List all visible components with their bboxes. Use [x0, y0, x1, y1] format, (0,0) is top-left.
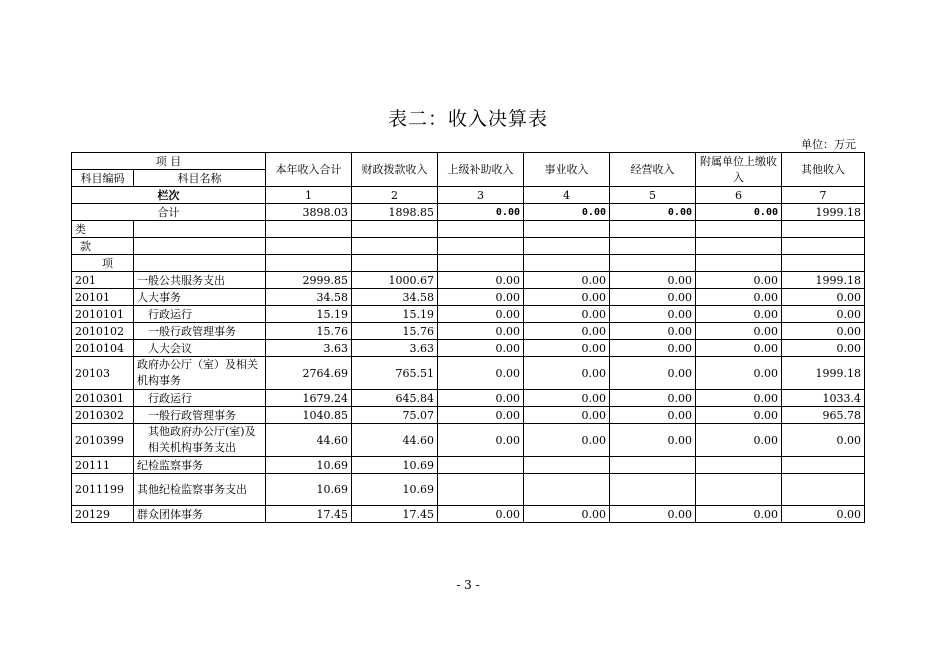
row-value: [782, 457, 865, 474]
row-name: 纪检监察事务: [134, 457, 266, 474]
header-col-1: 本年收入合计: [266, 153, 352, 187]
row-value: 1000.67: [352, 272, 438, 289]
row-value: 3.63: [266, 340, 352, 357]
row-code: 20111: [72, 457, 134, 474]
row-value: [524, 457, 610, 474]
lanci-num: 2: [352, 187, 438, 204]
row-value: 10.69: [266, 457, 352, 474]
row-value: 15.76: [266, 323, 352, 340]
row-value: 0.00: [610, 306, 696, 323]
row-value: 0.00: [438, 357, 524, 390]
row-name: 政府办公厅（室）及相关机构事务: [134, 357, 266, 390]
header-col-6: 附属单位上缴收入: [696, 153, 782, 187]
row-value: 0.00: [524, 424, 610, 457]
page-title: 表二：收入决算表: [387, 108, 548, 130]
table-row: [72, 306, 865, 323]
row-value: 3.63: [352, 340, 438, 357]
row-code: 2010101: [72, 306, 134, 323]
header-col-7: 其他收入: [782, 153, 865, 187]
level-label: 款: [72, 238, 134, 255]
table-row: [72, 474, 865, 506]
row-value: 1679.24: [266, 390, 352, 407]
row-value: 15.76: [352, 323, 438, 340]
row-value: 0.00: [610, 289, 696, 306]
row-value: 0.00: [438, 272, 524, 289]
lanci-num: 1: [266, 187, 352, 204]
total-value: 0.00: [438, 204, 524, 221]
total-value: 0.00: [610, 204, 696, 221]
row-value: 0.00: [696, 506, 782, 523]
lanci-label: 栏次: [72, 187, 266, 204]
row-value: 0.00: [524, 272, 610, 289]
row-value: 0.00: [782, 424, 865, 457]
row-value: 0.00: [524, 340, 610, 357]
row-name: 一般行政管理事务: [134, 407, 266, 424]
row-value: 0.00: [438, 390, 524, 407]
row-value: 0.00: [610, 357, 696, 390]
row-code: 201: [72, 272, 134, 289]
table-row: [72, 357, 865, 390]
lanci-num: 5: [610, 187, 696, 204]
row-value: 0.00: [524, 306, 610, 323]
row-name: 其他政府办公厅(室)及相关机构事务支出: [134, 424, 266, 457]
total-value: 1999.18: [782, 204, 865, 221]
lanci-num: 7: [782, 187, 865, 204]
header-col-2: 财政拨款收入: [352, 153, 438, 187]
lanci-num: 3: [438, 187, 524, 204]
row-value: 0.00: [438, 323, 524, 340]
row-value: 765.51: [352, 357, 438, 390]
row-value: 0.00: [438, 306, 524, 323]
row-value: 0.00: [438, 340, 524, 357]
table-row: [72, 289, 865, 306]
row-value: 0.00: [438, 289, 524, 306]
header-item: 项 目: [72, 153, 266, 170]
lanci-num: 6: [696, 187, 782, 204]
row-name: 其他纪检监察事务支出: [134, 474, 266, 506]
row-value: 0.00: [696, 390, 782, 407]
row-value: 0.00: [438, 407, 524, 424]
row-value: 0.00: [696, 340, 782, 357]
table-row: [72, 272, 865, 289]
row-value: 965.78: [782, 407, 865, 424]
row-value: 0.00: [696, 407, 782, 424]
header-code: 科目编码: [72, 170, 134, 187]
table-row: [72, 506, 865, 523]
lanci-num: 4: [524, 187, 610, 204]
header-col-3: 上级补助收入: [438, 153, 524, 187]
level-label: 项: [72, 255, 134, 272]
row-value: [782, 474, 865, 506]
row-name: 一般公共服务支出: [134, 272, 266, 289]
row-value: 0.00: [524, 289, 610, 306]
row-code: 20103: [72, 357, 134, 390]
row-value: 10.69: [352, 457, 438, 474]
row-value: 0.00: [782, 506, 865, 523]
row-value: 15.19: [266, 306, 352, 323]
row-value: 10.69: [266, 474, 352, 506]
total-value: 0.00: [696, 204, 782, 221]
total-label: 合计: [72, 204, 266, 221]
row-value: 15.19: [352, 306, 438, 323]
row-value: 2764.69: [266, 357, 352, 390]
header-name: 科目名称: [134, 170, 266, 187]
row-value: 0.00: [696, 357, 782, 390]
row-value: 0.00: [696, 323, 782, 340]
row-value: 34.58: [266, 289, 352, 306]
row-value: 1040.85: [266, 407, 352, 424]
row-value: 0.00: [610, 506, 696, 523]
row-value: 2999.85: [266, 272, 352, 289]
row-code: 2010104: [72, 340, 134, 357]
table-row: [72, 340, 865, 357]
header-col-4: 事业收入: [524, 153, 610, 187]
row-value: 0.00: [438, 506, 524, 523]
row-code: 2010399: [72, 424, 134, 457]
table-row: [72, 407, 865, 424]
row-value: 0.00: [696, 289, 782, 306]
row-code: 2011199: [72, 474, 134, 506]
row-name: 群众团体事务: [134, 506, 266, 523]
row-value: 0.00: [524, 407, 610, 424]
row-value: [696, 457, 782, 474]
row-name: 行政运行: [134, 390, 266, 407]
row-value: 34.58: [352, 289, 438, 306]
row-value: 10.69: [352, 474, 438, 506]
row-value: 645.84: [352, 390, 438, 407]
row-value: 0.00: [524, 390, 610, 407]
row-value: 44.60: [266, 424, 352, 457]
row-name: 一般行政管理事务: [134, 323, 266, 340]
row-value: 0.00: [524, 357, 610, 390]
row-value: 1033.4: [782, 390, 865, 407]
row-name: 人大事务: [134, 289, 266, 306]
table-row: [72, 323, 865, 340]
level-label: 类: [72, 221, 134, 238]
header-col-5: 经营收入: [610, 153, 696, 187]
row-value: [610, 474, 696, 506]
table-row: [72, 424, 865, 457]
row-value: 0.00: [782, 340, 865, 357]
total-value: 3898.03: [266, 204, 352, 221]
row-value: 0.00: [524, 323, 610, 340]
row-value: [438, 474, 524, 506]
row-value: [524, 474, 610, 506]
row-value: 1999.18: [782, 272, 865, 289]
row-value: 0.00: [610, 323, 696, 340]
row-value: 0.00: [438, 424, 524, 457]
row-value: 0.00: [524, 506, 610, 523]
row-value: [696, 474, 782, 506]
row-value: 75.07: [352, 407, 438, 424]
row-code: 20129: [72, 506, 134, 523]
row-value: 0.00: [610, 407, 696, 424]
row-value: 44.60: [352, 424, 438, 457]
unit-label: 单位：万元: [801, 138, 856, 151]
row-code: 2010301: [72, 390, 134, 407]
table-row: [72, 390, 865, 407]
row-name: 人大会议: [134, 340, 266, 357]
row-value: 0.00: [610, 390, 696, 407]
row-name: 行政运行: [134, 306, 266, 323]
row-value: [610, 457, 696, 474]
row-value: 0.00: [782, 306, 865, 323]
row-value: 0.00: [696, 272, 782, 289]
table-row: [72, 457, 865, 474]
row-value: 0.00: [696, 424, 782, 457]
row-value: 0.00: [782, 289, 865, 306]
row-value: 0.00: [610, 424, 696, 457]
total-value: 1898.85: [352, 204, 438, 221]
row-value: 0.00: [782, 323, 865, 340]
row-value: 17.45: [266, 506, 352, 523]
row-value: 0.00: [610, 340, 696, 357]
row-code: 2010302: [72, 407, 134, 424]
total-value: 0.00: [524, 204, 610, 221]
row-value: 1999.18: [782, 357, 865, 390]
row-value: [438, 457, 524, 474]
row-value: 0.00: [610, 272, 696, 289]
row-code: 20101: [72, 289, 134, 306]
row-code: 2010102: [72, 323, 134, 340]
row-value: 0.00: [696, 306, 782, 323]
income-table: [71, 152, 865, 523]
row-value: 17.45: [352, 506, 438, 523]
page-number: - 3 -: [456, 578, 480, 592]
